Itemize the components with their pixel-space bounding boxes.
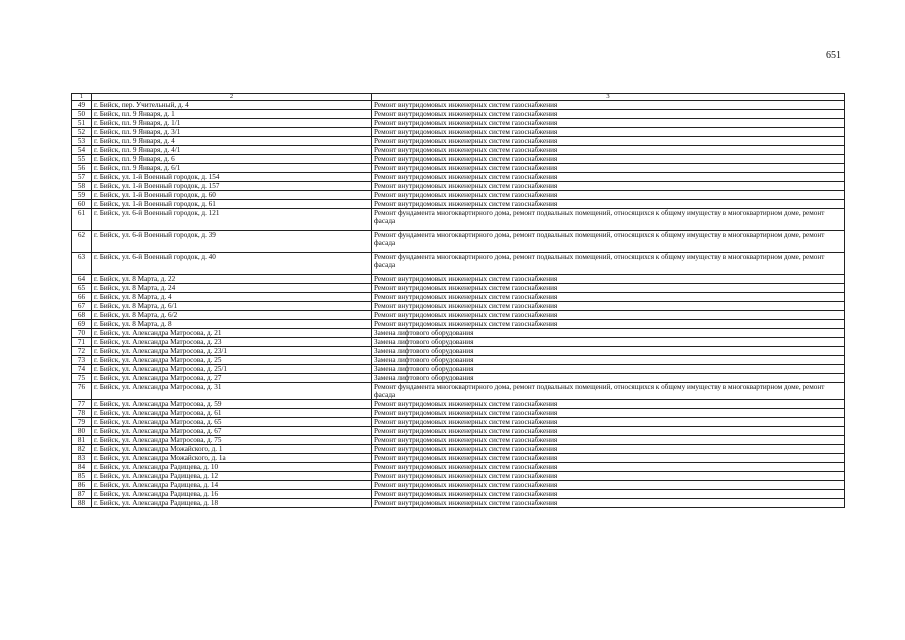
table-row xyxy=(72,311,845,320)
row-work-type: Ремонт внутридомовых инженерных систем газоснабжения xyxy=(372,146,845,155)
table-row xyxy=(72,293,845,302)
row-address: г. Бийск, ул. 8 Марта, д. 24 xyxy=(92,284,372,293)
table-row xyxy=(72,356,845,365)
row-address: г. Бийск, пл. 9 Января, д. 4/1 xyxy=(92,146,372,155)
table-row xyxy=(72,200,845,209)
row-number: 58 xyxy=(72,182,92,191)
row-address: г. Бийск, ул. 6-й Военный городок, д. 121 xyxy=(92,209,372,231)
table-row xyxy=(72,365,845,374)
row-work-type: Ремонт внутридомовых инженерных систем газоснабжения xyxy=(372,320,845,329)
row-number: 70 xyxy=(72,329,92,338)
row-address: г. Бийск, ул. 1-й Военный городок, д. 154 xyxy=(92,173,372,182)
row-number: 82 xyxy=(72,445,92,454)
table-row xyxy=(72,209,845,231)
row-work-type: Ремонт внутридомовых инженерных систем газоснабжения xyxy=(372,284,845,293)
table-row xyxy=(72,400,845,409)
row-address: г. Бийск, пер. Учительный, д. 4 xyxy=(92,101,372,110)
table-row xyxy=(72,436,845,445)
row-work-type: Ремонт фундамента многоквартирного дома, ремонт подвальных помещений, относящихся к общему имуществу в многоквартирном доме, ремонт фасада xyxy=(372,231,845,253)
row-address: г. Бийск, ул. 8 Марта, д. 4 xyxy=(92,293,372,302)
row-address: г. Бийск, ул. Александра Матросова, д. 25/1 xyxy=(92,365,372,374)
row-number: 77 xyxy=(72,400,92,409)
table-row xyxy=(72,481,845,490)
header-col-1: 1 xyxy=(72,94,92,101)
table-row xyxy=(72,173,845,182)
row-work-type: Ремонт внутридомовых инженерных систем газоснабжения xyxy=(372,155,845,164)
row-address: г. Бийск, ул. Александра Матросова, д. 61 xyxy=(92,409,372,418)
row-number: 81 xyxy=(72,436,92,445)
row-work-type: Ремонт внутридомовых инженерных систем газоснабжения xyxy=(372,463,845,472)
row-number: 49 xyxy=(72,101,92,110)
row-work-type: Ремонт внутридомовых инженерных систем газоснабжения xyxy=(372,311,845,320)
table-row xyxy=(72,347,845,356)
row-work-type: Ремонт внутридомовых инженерных систем газоснабжения xyxy=(372,400,845,409)
table-row xyxy=(72,463,845,472)
row-number: 71 xyxy=(72,338,92,347)
row-address: г. Бийск, ул. 1-й Военный городок, д. 60 xyxy=(92,191,372,200)
row-number: 80 xyxy=(72,427,92,436)
table-row xyxy=(72,137,845,146)
row-address: г. Бийск, ул. 8 Марта, д. 8 xyxy=(92,320,372,329)
table-row xyxy=(72,499,845,508)
row-number: 67 xyxy=(72,302,92,311)
table-row xyxy=(72,427,845,436)
row-work-type: Ремонт внутридомовых инженерных систем газоснабжения xyxy=(372,302,845,311)
row-address: г. Бийск, ул. 1-й Военный городок, д. 61 xyxy=(92,200,372,209)
row-work-type: Ремонт фундамента многоквартирного дома, ремонт подвальных помещений, относящихся к общему имуществу в многоквартирном доме, ремонт фасада xyxy=(372,209,845,231)
row-work-type: Ремонт фундамента многоквартирного дома, ремонт подвальных помещений, относящихся к общему имуществу в многоквартирном доме, ремонт фасада xyxy=(372,383,845,400)
row-address: г. Бийск, ул. Александра Радищева, д. 18 xyxy=(92,499,372,508)
table-row xyxy=(72,253,845,275)
table-row xyxy=(72,110,845,119)
header-col-3: 3 xyxy=(372,94,845,101)
row-work-type: Ремонт внутридомовых инженерных систем газоснабжения xyxy=(372,173,845,182)
row-number: 86 xyxy=(72,481,92,490)
row-address: г. Бийск, ул. 1-й Военный городок, д. 157 xyxy=(92,182,372,191)
row-address: г. Бийск, ул. Александра Матросова, д. 23/1 xyxy=(92,347,372,356)
row-number: 51 xyxy=(72,119,92,128)
row-address: г. Бийск, пл. 9 Января, д. 6/1 xyxy=(92,164,372,173)
table-row xyxy=(72,418,845,427)
row-work-type: Ремонт внутридомовых инженерных систем газоснабжения xyxy=(372,472,845,481)
table-row xyxy=(72,320,845,329)
row-address: г. Бийск, ул. Александра Радищева, д. 12 xyxy=(92,472,372,481)
row-work-type: Ремонт внутридомовых инженерных систем газоснабжения xyxy=(372,454,845,463)
row-number: 57 xyxy=(72,173,92,182)
row-number: 50 xyxy=(72,110,92,119)
row-work-type: Замена лифтового оборудования xyxy=(372,347,845,356)
row-work-type: Ремонт внутридомовых инженерных систем газоснабжения xyxy=(372,137,845,146)
row-number: 61 xyxy=(72,209,92,231)
row-number: 83 xyxy=(72,454,92,463)
row-number: 88 xyxy=(72,499,92,508)
table-row xyxy=(72,275,845,284)
table-row xyxy=(72,119,845,128)
table-body xyxy=(72,101,845,508)
row-address: г. Бийск, ул. 8 Марта, д. 6/2 xyxy=(92,311,372,320)
row-address: г. Бийск, пл. 9 Января, д. 1 xyxy=(92,110,372,119)
row-number: 73 xyxy=(72,356,92,365)
row-number: 60 xyxy=(72,200,92,209)
table-header-row xyxy=(72,94,845,101)
header-col-2: 2 xyxy=(92,94,372,101)
row-number: 87 xyxy=(72,490,92,499)
row-address: г. Бийск, ул. Александра Можайского, д. 1а xyxy=(92,454,372,463)
row-work-type: Ремонт внутридомовых инженерных систем газоснабжения xyxy=(372,128,845,137)
row-number: 55 xyxy=(72,155,92,164)
row-work-type: Ремонт внутридомовых инженерных систем газоснабжения xyxy=(372,427,845,436)
row-address: г. Бийск, пл. 9 Января, д. 6 xyxy=(92,155,372,164)
row-number: 78 xyxy=(72,409,92,418)
row-number: 84 xyxy=(72,463,92,472)
row-address: г. Бийск, ул. 8 Марта, д. 6/1 xyxy=(92,302,372,311)
row-work-type: Ремонт внутридомовых инженерных систем газоснабжения xyxy=(372,481,845,490)
row-work-type: Ремонт внутридомовых инженерных систем газоснабжения xyxy=(372,191,845,200)
table-row xyxy=(72,128,845,137)
row-work-type: Ремонт внутридомовых инженерных систем газоснабжения xyxy=(372,436,845,445)
row-number: 76 xyxy=(72,383,92,400)
row-number: 62 xyxy=(72,231,92,253)
row-number: 54 xyxy=(72,146,92,155)
row-address: г. Бийск, ул. 6-й Военный городок, д. 39 xyxy=(92,231,372,253)
row-work-type: Замена лифтового оборудования xyxy=(372,329,845,338)
row-work-type: Замена лифтового оборудования xyxy=(372,374,845,383)
row-address: г. Бийск, пл. 9 Января, д. 4 xyxy=(92,137,372,146)
row-address: г. Бийск, ул. Александра Матросова, д. 67 xyxy=(92,427,372,436)
table-row xyxy=(72,146,845,155)
row-number: 64 xyxy=(72,275,92,284)
table-row xyxy=(72,383,845,400)
row-number: 72 xyxy=(72,347,92,356)
row-work-type: Ремонт внутридомовых инженерных систем газоснабжения xyxy=(372,418,845,427)
table-row xyxy=(72,302,845,311)
page-number: 651 xyxy=(826,50,841,61)
row-work-type: Замена лифтового оборудования xyxy=(372,365,845,374)
table-row xyxy=(72,101,845,110)
table-row xyxy=(72,284,845,293)
row-work-type: Ремонт внутридомовых инженерных систем газоснабжения xyxy=(372,499,845,508)
table-row xyxy=(72,374,845,383)
table-row xyxy=(72,472,845,481)
row-address: г. Бийск, ул. Александра Можайского, д. 1 xyxy=(92,445,372,454)
row-address: г. Бийск, ул. Александра Матросова, д. 59 xyxy=(92,400,372,409)
row-work-type: Замена лифтового оборудования xyxy=(372,356,845,365)
row-work-type: Ремонт внутридомовых инженерных систем газоснабжения xyxy=(372,182,845,191)
table-row xyxy=(72,182,845,191)
row-number: 68 xyxy=(72,311,92,320)
table-row xyxy=(72,338,845,347)
table-row xyxy=(72,490,845,499)
row-number: 59 xyxy=(72,191,92,200)
row-work-type: Ремонт внутридомовых инженерных систем газоснабжения xyxy=(372,110,845,119)
table-row xyxy=(72,329,845,338)
row-address: г. Бийск, ул. 8 Марта, д. 22 xyxy=(92,275,372,284)
row-address: г. Бийск, ул. Александра Радищева, д. 14 xyxy=(92,481,372,490)
row-work-type: Ремонт внутридомовых инженерных систем газоснабжения xyxy=(372,275,845,284)
table-row xyxy=(72,445,845,454)
row-number: 85 xyxy=(72,472,92,481)
row-work-type: Ремонт внутридомовых инженерных систем газоснабжения xyxy=(372,200,845,209)
row-number: 75 xyxy=(72,374,92,383)
row-address: г. Бийск, пл. 9 Января, д. 3/1 xyxy=(92,128,372,137)
row-work-type: Ремонт внутридомовых инженерных систем газоснабжения xyxy=(372,119,845,128)
table-row xyxy=(72,164,845,173)
table-row xyxy=(72,155,845,164)
row-work-type: Ремонт внутридомовых инженерных систем газоснабжения xyxy=(372,293,845,302)
row-number: 79 xyxy=(72,418,92,427)
row-work-type: Ремонт внутридомовых инженерных систем газоснабжения xyxy=(372,490,845,499)
row-address: г. Бийск, ул. Александра Матросова, д. 75 xyxy=(92,436,372,445)
row-address: г. Бийск, ул. Александра Матросова, д. 27 xyxy=(92,374,372,383)
row-number: 63 xyxy=(72,253,92,275)
table-row xyxy=(72,191,845,200)
row-work-type: Ремонт внутридомовых инженерных систем газоснабжения xyxy=(372,409,845,418)
row-address: г. Бийск, ул. Александра Матросова, д. 65 xyxy=(92,418,372,427)
table-row xyxy=(72,454,845,463)
table-row xyxy=(72,231,845,253)
row-number: 74 xyxy=(72,365,92,374)
row-address: г. Бийск, ул. Александра Матросова, д. 23 xyxy=(92,338,372,347)
row-address: г. Бийск, ул. Александра Радищева, д. 16 xyxy=(92,490,372,499)
row-address: г. Бийск, ул. Александра Радищева, д. 10 xyxy=(92,463,372,472)
row-number: 66 xyxy=(72,293,92,302)
row-work-type: Ремонт фундамента многоквартирного дома, ремонт подвальных помещений, относящихся к общему имуществу в многоквартирном доме, ремонт фасада xyxy=(372,253,845,275)
row-number: 65 xyxy=(72,284,92,293)
row-number: 52 xyxy=(72,128,92,137)
table-row xyxy=(72,409,845,418)
row-address: г. Бийск, ул. 6-й Военный городок, д. 40 xyxy=(92,253,372,275)
row-address: г. Бийск, пл. 9 Января, д. 1/1 xyxy=(92,119,372,128)
row-address: г. Бийск, ул. Александра Матросова, д. 21 xyxy=(92,329,372,338)
row-address: г. Бийск, ул. Александра Матросова, д. 31 xyxy=(92,383,372,400)
row-address: г. Бийск, ул. Александра Матросова, д. 25 xyxy=(92,356,372,365)
row-number: 69 xyxy=(72,320,92,329)
row-work-type: Ремонт внутридомовых инженерных систем газоснабжения xyxy=(372,101,845,110)
row-work-type: Ремонт внутридомовых инженерных систем газоснабжения xyxy=(372,445,845,454)
row-work-type: Замена лифтового оборудования xyxy=(372,338,845,347)
row-work-type: Ремонт внутридомовых инженерных систем газоснабжения xyxy=(372,164,845,173)
row-number: 53 xyxy=(72,137,92,146)
row-number: 56 xyxy=(72,164,92,173)
repair-table xyxy=(71,93,845,508)
